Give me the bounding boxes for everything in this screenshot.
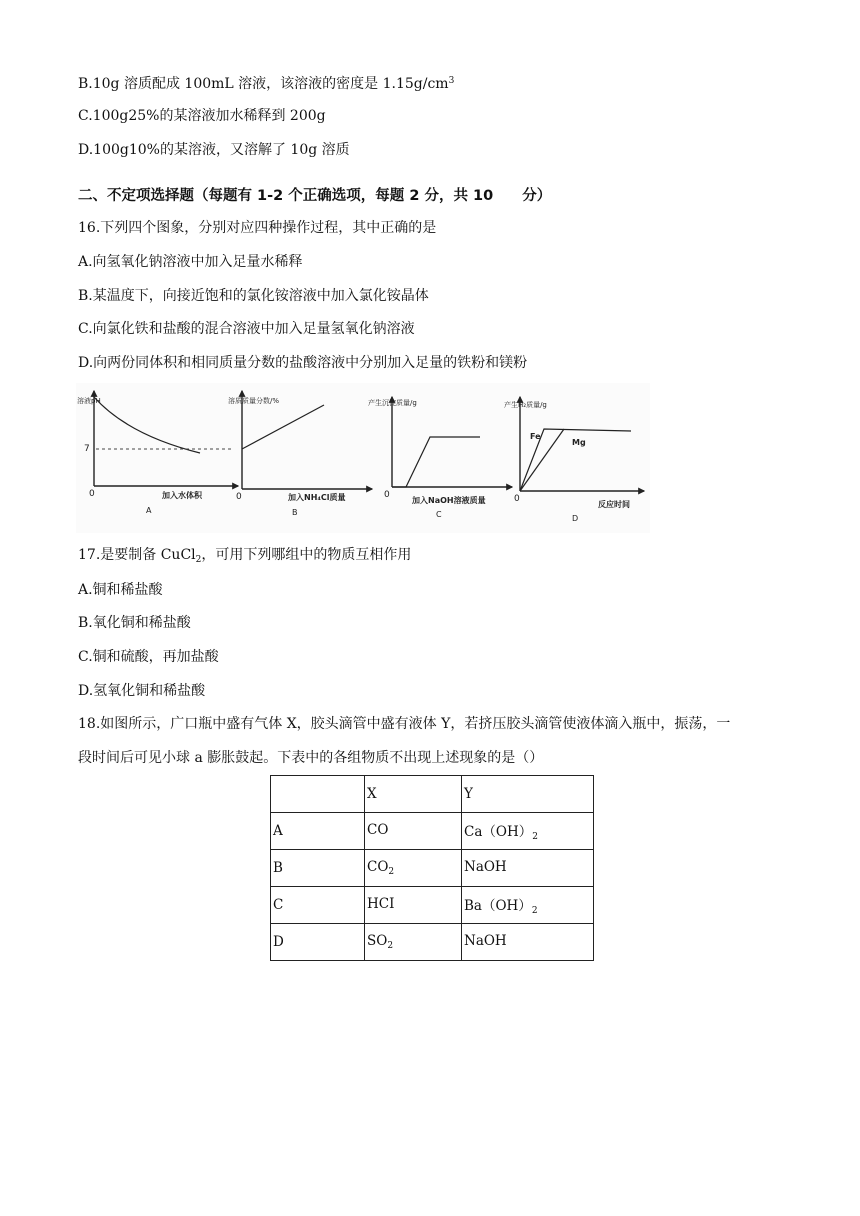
q17-option-a: A.铜和稀盐酸 bbox=[78, 582, 163, 598]
table-cell-y bbox=[462, 850, 594, 887]
table-header-cell: X bbox=[365, 776, 462, 813]
q17-option-d: D.氢氧化铜和稀盐酸 bbox=[78, 683, 206, 699]
graph-c-xlabel: 加入NaOH溶液质量 bbox=[412, 496, 486, 505]
formula-text: NaOH bbox=[464, 933, 507, 949]
table-cell-option: D bbox=[271, 924, 365, 961]
graph-b-caption: B bbox=[292, 508, 298, 517]
q16-graphs-svg bbox=[76, 383, 650, 533]
q17-stem-post: ，可用下列哪组中的物质互相作用 bbox=[201, 547, 412, 563]
subscript: 2 bbox=[388, 867, 395, 877]
graph-a-caption: A bbox=[146, 506, 152, 515]
graph-d-origin: 0 bbox=[514, 494, 520, 504]
graph-b-line bbox=[242, 405, 324, 449]
q17-stem-pre: 17.是要制备 CuCl bbox=[78, 547, 196, 563]
graph-a-tick-7: 7 bbox=[84, 444, 90, 454]
table-header-cell bbox=[271, 776, 365, 813]
formula-text: SO bbox=[367, 933, 388, 949]
graph-c-caption: C bbox=[436, 510, 442, 519]
q15-option-b bbox=[78, 72, 454, 93]
graph-b-origin: 0 bbox=[236, 492, 242, 502]
graph-d-label-mg: Mg bbox=[572, 438, 586, 447]
subscript: 2 bbox=[195, 555, 202, 565]
q16-option-b: B.某温度下，向接近饱和的氯化铵溶液中加入氯化铵晶体 bbox=[78, 288, 429, 304]
q15-option-c: C.100g25%的某溶液加水稀释到 200g bbox=[78, 108, 326, 124]
q18-stem-line1: 18.如图所示，广口瓶中盛有气体 X，胶头滴管中盛有液体 Y，若挤压胶头滴管使液体滴入瓶中，振荡，一 bbox=[78, 716, 731, 732]
table-cell-y bbox=[462, 887, 594, 924]
table-row bbox=[271, 887, 594, 924]
formula-text: HCI bbox=[367, 896, 395, 912]
table-header-row bbox=[271, 776, 594, 813]
q16-option-a: A.向氢氧化钠溶液中加入足量水稀释 bbox=[78, 254, 303, 270]
table-cell-option: A bbox=[271, 813, 365, 850]
superscript: 3 bbox=[448, 76, 455, 86]
graph-d bbox=[504, 397, 644, 523]
graph-a-curve bbox=[94, 397, 200, 453]
graph-a-ylabel: 溶液pH bbox=[77, 397, 101, 405]
table-row bbox=[271, 850, 594, 887]
graph-c bbox=[368, 397, 512, 519]
graph-a-origin: 0 bbox=[89, 489, 95, 499]
table-cell-y bbox=[462, 924, 594, 961]
subscript: 2 bbox=[531, 906, 538, 916]
q18-stem-line2: 段时间后可见小球 a 膨胀鼓起。下表中的各组物质不出现上述现象的是（） bbox=[78, 750, 544, 766]
table-cell-x bbox=[365, 813, 462, 850]
graph-d-mg-line bbox=[520, 429, 564, 491]
graph-c-line bbox=[392, 437, 480, 487]
q16-option-c: C.向氯化铁和盐酸的混合溶液中加入足量氢氧化钠溶液 bbox=[78, 321, 415, 337]
graph-c-origin: 0 bbox=[384, 490, 390, 500]
q16-option-d: D.向两份同体积和相同质量分数的盐酸溶液中分别加入足量的铁粉和镁粉 bbox=[78, 355, 528, 371]
formula-text: CO bbox=[367, 822, 389, 838]
table-header-cell: Y bbox=[462, 776, 594, 813]
table-cell-option: B bbox=[271, 850, 365, 887]
q16-graphs-figure bbox=[76, 383, 650, 533]
table-cell-y bbox=[462, 813, 594, 850]
table-row bbox=[271, 813, 594, 850]
graph-d-ylabel: 产生H₂质量/g bbox=[504, 401, 547, 409]
graph-c-ylabel: 产生沉淀质量/g bbox=[368, 399, 417, 407]
table-cell-x bbox=[365, 850, 462, 887]
table-cell-option: C bbox=[271, 887, 365, 924]
subscript: 2 bbox=[387, 941, 394, 951]
table-row bbox=[271, 924, 594, 961]
q16-stem: 16.下列四个图象，分别对应四种操作过程，其中正确的是 bbox=[78, 220, 437, 236]
subscript: 2 bbox=[532, 832, 538, 842]
q15-option-b-text: B.10g 溶质配成 100mL 溶液，该溶液的密度是 1.15g/cm bbox=[78, 76, 449, 92]
graph-d-label-fe: Fe bbox=[530, 432, 541, 441]
formula-text: NaOH bbox=[464, 859, 507, 875]
q17-option-b: B.氧化铜和稀盐酸 bbox=[78, 615, 191, 631]
graph-b-ylabel: 溶质质量分数/% bbox=[228, 397, 280, 405]
table-cell-x bbox=[365, 887, 462, 924]
section-heading: 二、不定项选择题（每题有 1-2 个正确选项，每题 2 分，共 10 分） bbox=[78, 188, 552, 204]
graph-a-xlabel: 加入水体积 bbox=[162, 491, 202, 500]
graph-b-xlabel: 加入NH₄Cl质量 bbox=[288, 493, 346, 502]
table-cell-x bbox=[365, 924, 462, 961]
q17-stem bbox=[78, 546, 411, 569]
graph-d-caption: D bbox=[572, 514, 579, 523]
q18-table bbox=[270, 775, 594, 961]
q15-option-d: D.100g10%的某溶液，又溶解了 10g 溶质 bbox=[78, 142, 350, 158]
q17-option-c: C.铜和硫酸，再加盐酸 bbox=[78, 649, 219, 665]
formula-text: CO bbox=[367, 859, 389, 875]
formula-text: Ba（OH） bbox=[464, 898, 532, 914]
formula-text: Ca（OH） bbox=[464, 824, 533, 840]
graph-b bbox=[228, 391, 372, 517]
graph-d-xlabel: 反应时间 bbox=[598, 500, 630, 509]
graph-a bbox=[77, 391, 238, 515]
